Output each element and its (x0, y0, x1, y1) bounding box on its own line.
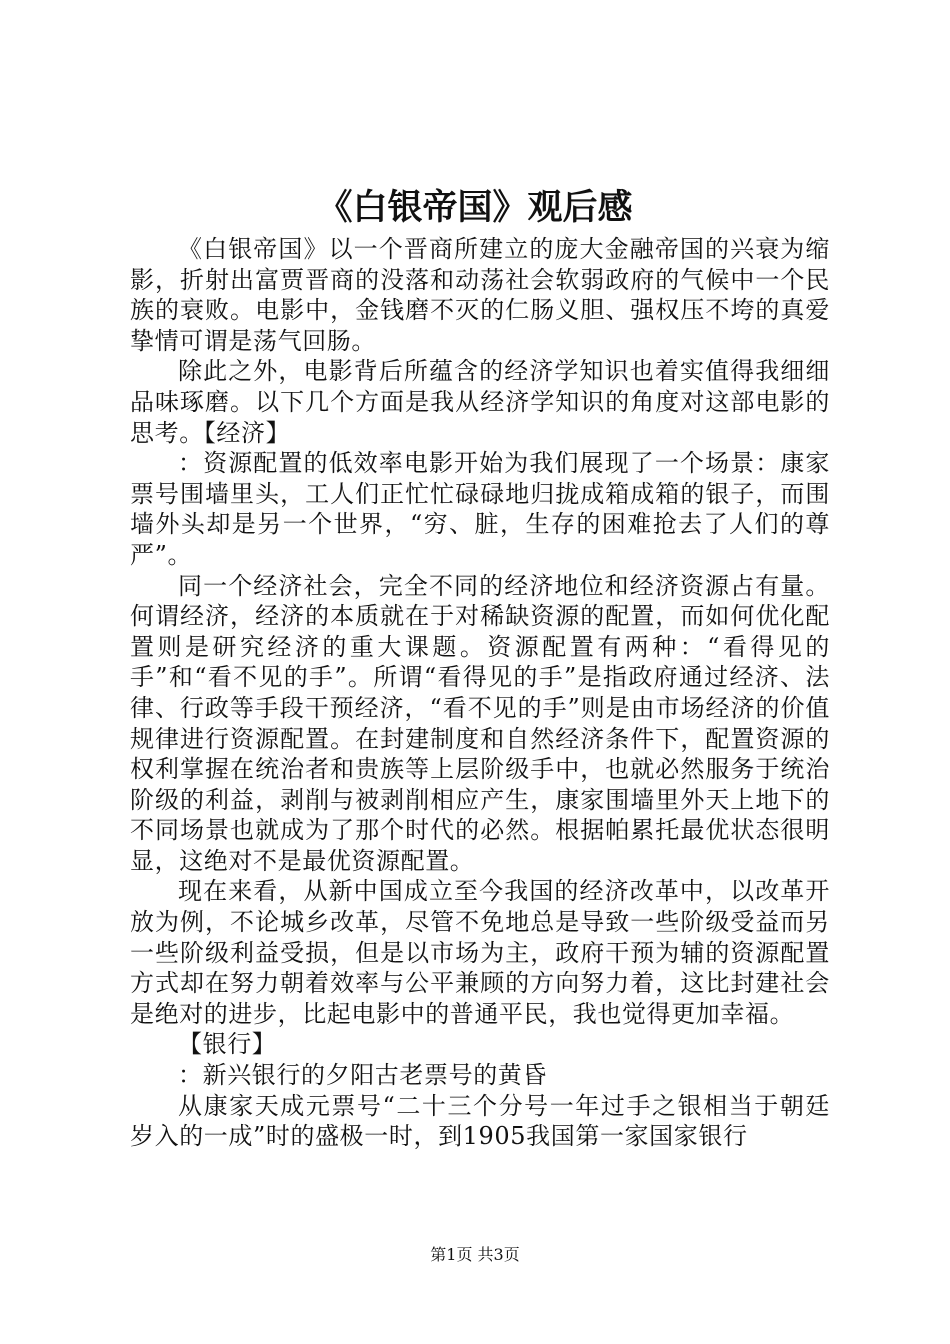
paragraph-economics-intro: 除此之外，电影背后所蕴含的经济学知识也着实值得我细细品味琢磨。以下几个方面是我从经济学知识的角度对这部电影的思考。【经济】 (130, 357, 830, 447)
paragraph-reform: 现在来看，从新中国成立至今我国的经济改革中，以改革开放为例，不论城乡改革，尽管不免地总是导致一些阶级受益而另一些阶级利益受损，但是以市场为主，政府干预为辅的资源配置方式却在努力朝着效率与公平兼顾的方向努力着，这比封建社会是绝对的进步，比起电影中的普通平民，我也觉得更加幸福。 (130, 877, 830, 1028)
paragraph-resource-scene: ：资源配置的低效率电影开始为我们展现了一个场景：康家票号围墙里头，工人们正忙忙碌碌地归拢成箱成箱的银子，而围墙外头却是另一个世界，“穷、脏，生存的困难抢去了人们的尊严”。 (130, 449, 830, 569)
document-title: 《白银帝国》观后感 (317, 187, 633, 228)
paragraph-intro: 《白银帝国》以一个晋商所建立的庞大金融帝国的兴衰为缩影，折射出富贾晋商的没落和动荡社会软弱政府的气候中一个民族的衰败。电影中，金钱磨不灭的仁肠义胆、强权压不垮的真爱挚情可谓是荡气回肠。 (130, 235, 830, 355)
section-subtitle-bank: ：新兴银行的夕阳古老票号的黄昏 (178, 1061, 547, 1090)
page-number-footer: 第1页 共3页 (430, 1245, 520, 1264)
paragraph-resource-allocation: 同一个经济社会，完全不同的经济地位和经济资源占有量。何谓经济，经济的本质就在于对稀缺资源的配置，而如何优化配置则是研究经济的重大课题。资源配置有两种：“看得见的手”和“看不见的手”。所谓“看得见的手”是指政府通过经济、法律、行政等手段干预经济，“看不见的手”则是由市场经济的价值规律进行资源配置。在封建制度和自然经济条件下，配置资源的权利掌握在统治者和贵族等上层阶级手中，也就必然服务于统治阶级的利益，剥削与被剥削相应产生，康家围墙里外天上地下的不同场景也就成为了那个时代的必然。根据帕累托最优状态很明显，这绝对不是最优资源配置。 (130, 571, 830, 875)
section-heading-bank: 【银行】 (178, 1030, 277, 1059)
paragraph-bank-history: 从康家天成元票号“二十三个分号一年过手之银相当于朝廷岁入的一成”时的盛极一时，到1905我国第一家国家银行 (130, 1091, 830, 1151)
document-body (130, 234, 830, 1152)
